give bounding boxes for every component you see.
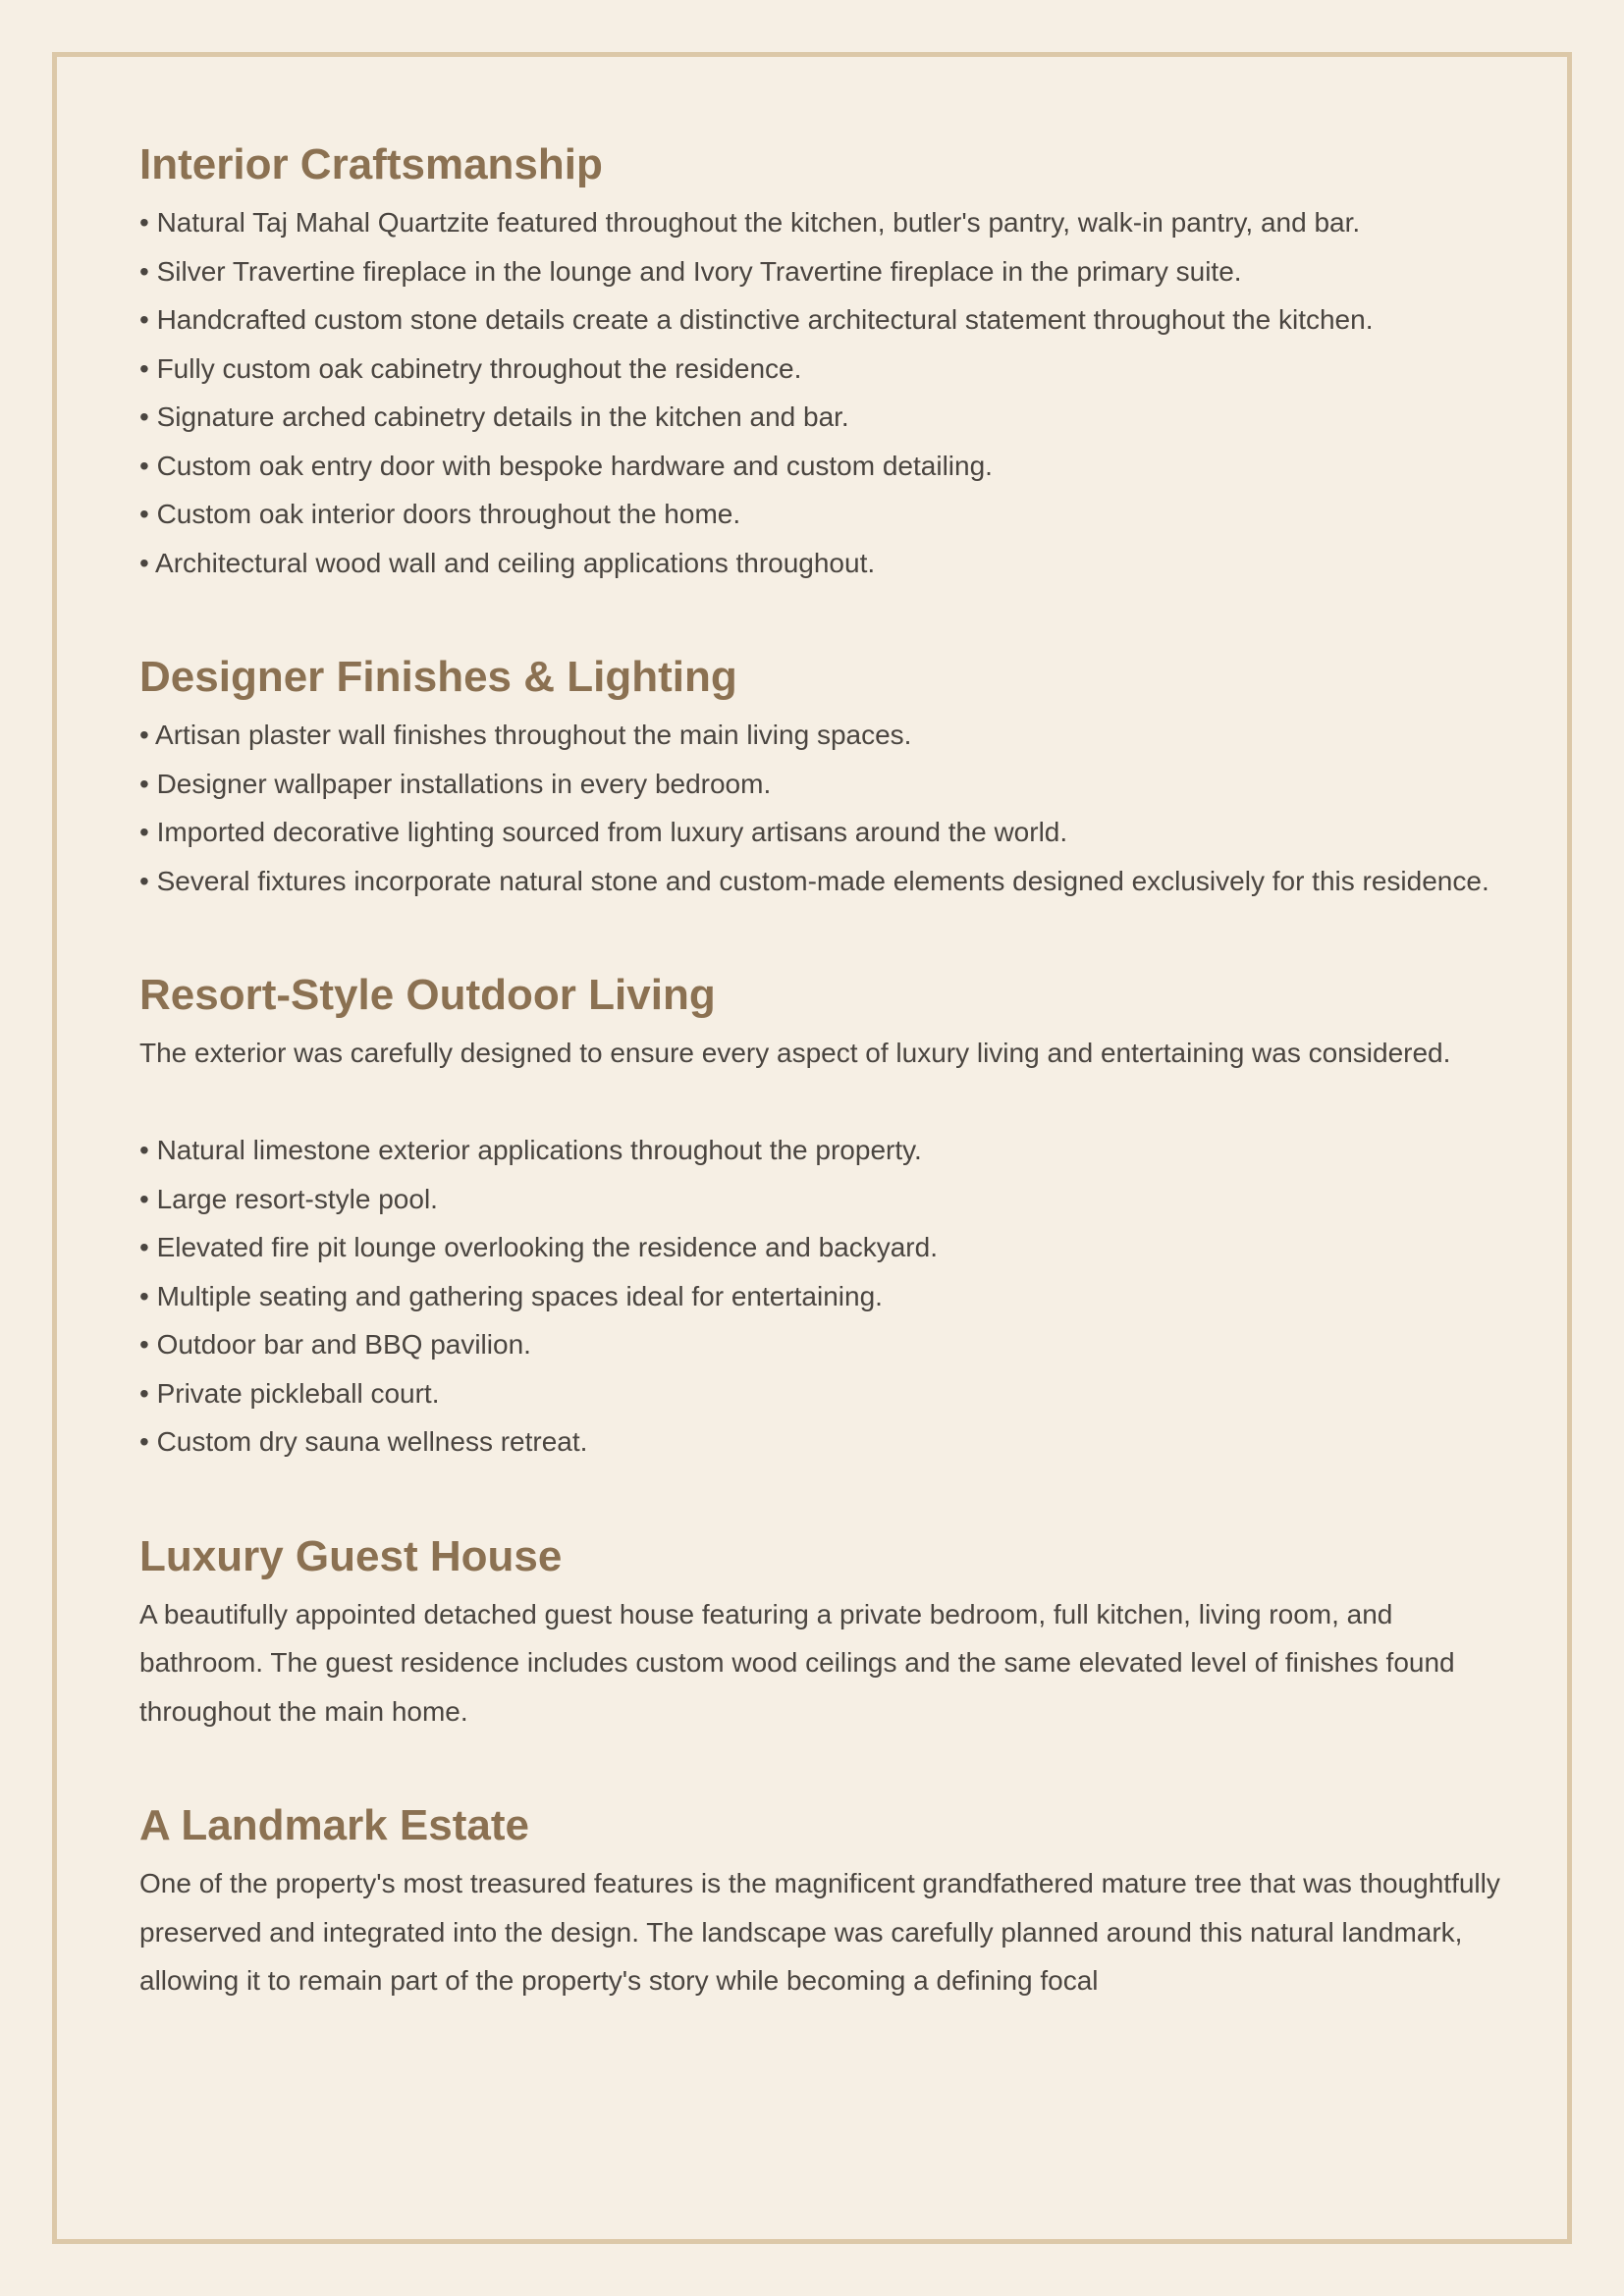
bullet-item: • Artisan plaster wall finishes throughout the main living spaces.	[139, 720, 912, 750]
section-landmark-estate	[139, 1798, 1504, 2005]
bullet-item: • Multiple seating and gathering spaces ideal for entertaining.	[139, 1280, 883, 1311]
document-body	[139, 137, 1504, 2068]
section-guest-house	[139, 1529, 1504, 1736]
bullet-item: • Signature arched cabinetry details in the kitchen and bar.	[139, 401, 849, 432]
bullet-item: • Natural Taj Mahal Quartzite featured throughout the kitchen, butler's pantry, walk-in pantry, and bar.	[139, 207, 1361, 238]
bullet-item: • Private pickleball court.	[139, 1377, 440, 1409]
bullet-item: • Imported decorative lighting sourced from luxury artisans around the world.	[139, 817, 1068, 847]
bullet-item: • Custom oak interior doors throughout the home.	[139, 499, 741, 529]
bullet-item: • Architectural wood wall and ceiling applications throughout.	[139, 547, 876, 578]
section-outdoor-living	[139, 968, 1504, 1467]
bullet-item: • Natural limestone exterior applications throughout the property.	[139, 1135, 922, 1165]
bullet-item: • Several fixtures incorporate natural stone and custom-made elements designed exclusively for this residence.	[139, 865, 1489, 896]
bullet-item: • Handcrafted custom stone details create a distinctive architectural statement throughout the kitchen.	[139, 304, 1374, 335]
paragraph-spacer	[139, 1078, 1504, 1127]
section-heading: Luxury Guest House	[139, 1531, 563, 1580]
section-designer-finishes	[139, 650, 1504, 905]
bullet-item: • Designer wallpaper installations in every bedroom.	[139, 768, 772, 799]
bullet-item: • Large resort-style pool.	[139, 1183, 438, 1214]
section-heading: Designer Finishes & Lighting	[139, 653, 737, 701]
bullet-item: • Elevated fire pit lounge overlooking the residence and backyard.	[139, 1232, 938, 1262]
bullet-item: • Fully custom oak cabinetry throughout the residence.	[139, 352, 802, 384]
bullet-item: • Custom dry sauna wellness retreat.	[139, 1426, 588, 1457]
section-heading: Resort-Style Outdoor Living	[139, 971, 716, 1019]
section-intro: The exterior was carefully designed to ensure every aspect of luxury living and entertaining was considered.	[139, 1038, 1451, 1068]
section-paragraph: A beautifully appointed detached guest house featuring a private bedroom, full kitchen, living room, and bathroom. The guest residence includes custom wood ceilings and the same elevated level of finishes found throughout the main home.	[139, 1598, 1455, 1727]
bullet-item: • Outdoor bar and BBQ pavilion.	[139, 1329, 531, 1360]
section-paragraph: One of the property's most treasured features is the magnificent grandfathered mature tree that was thoughtfully preserved and integrated into the design. The landscape was carefully planned around this natural landmark, allowing it to remain part of the property's story while becoming a defining focal	[139, 1868, 1500, 1996]
bullet-item: • Custom oak entry door with bespoke hardware and custom detailing.	[139, 450, 993, 481]
section-interior-craftsmanship	[139, 137, 1504, 587]
section-heading: A Landmark Estate	[139, 1801, 529, 1849]
bullet-item: • Silver Travertine fireplace in the lounge and Ivory Travertine fireplace in the primary suite.	[139, 255, 1242, 287]
section-heading: Interior Craftsmanship	[139, 140, 603, 188]
